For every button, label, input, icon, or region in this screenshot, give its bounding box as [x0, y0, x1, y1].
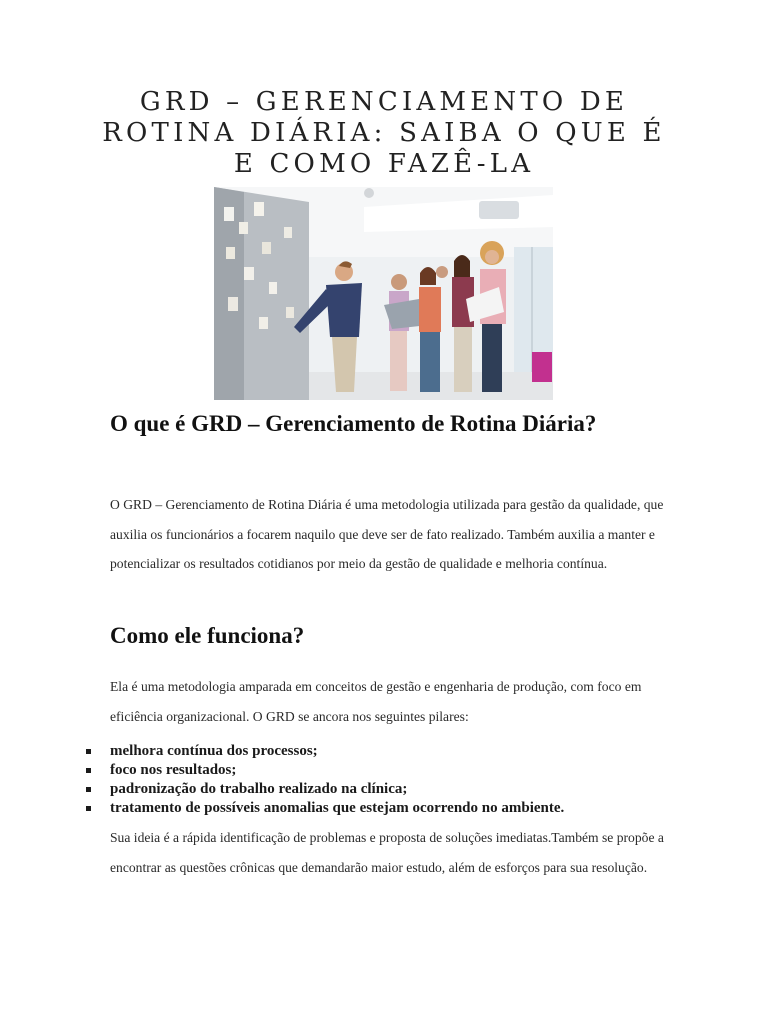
section-paragraph-definition: O GRD – Gerenciamento de Rotina Diária é uma metodologia utilizada para gestão da qualidade, que auxilia os funcionários a focarem naquilo que deve ser de fato realizado. Também auxilia a manter e potencializar os resultados cotidianos por meio da gestão de qualidade e melhoria contínua.	[110, 497, 664, 571]
list-item	[84, 799, 564, 818]
list-item	[84, 761, 564, 780]
section-heading-what-is-grd: O que é GRD – Gerenciamento de Rotina Diária?	[110, 411, 597, 436]
section-paragraph-intro: Ela é uma metodologia amparada em conceitos de gestão e engenharia de produção, com foco em eficiência organizacional. O GRD se ancora nos seguintes pilares:	[110, 679, 642, 724]
list-item-text: tratamento de possíveis anomalias que estejam ocorrendo no ambiente.	[110, 800, 565, 816]
list-item-text: padronização do trabalho realizado na clínica;	[110, 781, 408, 797]
bullet-marker	[86, 787, 91, 792]
team-meeting-photo	[214, 187, 553, 400]
list-item	[84, 742, 564, 761]
list-item	[84, 780, 564, 799]
pillars-list	[84, 742, 564, 818]
list-item-text: melhora contínua dos processos;	[110, 743, 318, 759]
bullet-marker	[86, 806, 91, 811]
list-item-text: foco nos resultados;	[110, 762, 237, 778]
title-line-3: E COMO FAZÊ-LA	[233, 149, 535, 179]
title-line-1: GRD – GERENCIAMENTO DE	[139, 87, 629, 117]
section-heading-how-it-works: Como ele funciona?	[110, 623, 305, 648]
bullet-marker	[86, 768, 91, 773]
title-line-2: ROTINA DIÁRIA: SAIBA O QUE É	[102, 118, 666, 148]
bullet-marker	[86, 749, 91, 754]
page-title	[70, 87, 698, 180]
section-paragraph-closing: Sua ideia é a rápida identificação de problemas e proposta de soluções imediatas.Também se propõe a encontrar as questões crônicas que demandarão maior estudo, além de esforços para sua resolução.	[110, 830, 664, 875]
